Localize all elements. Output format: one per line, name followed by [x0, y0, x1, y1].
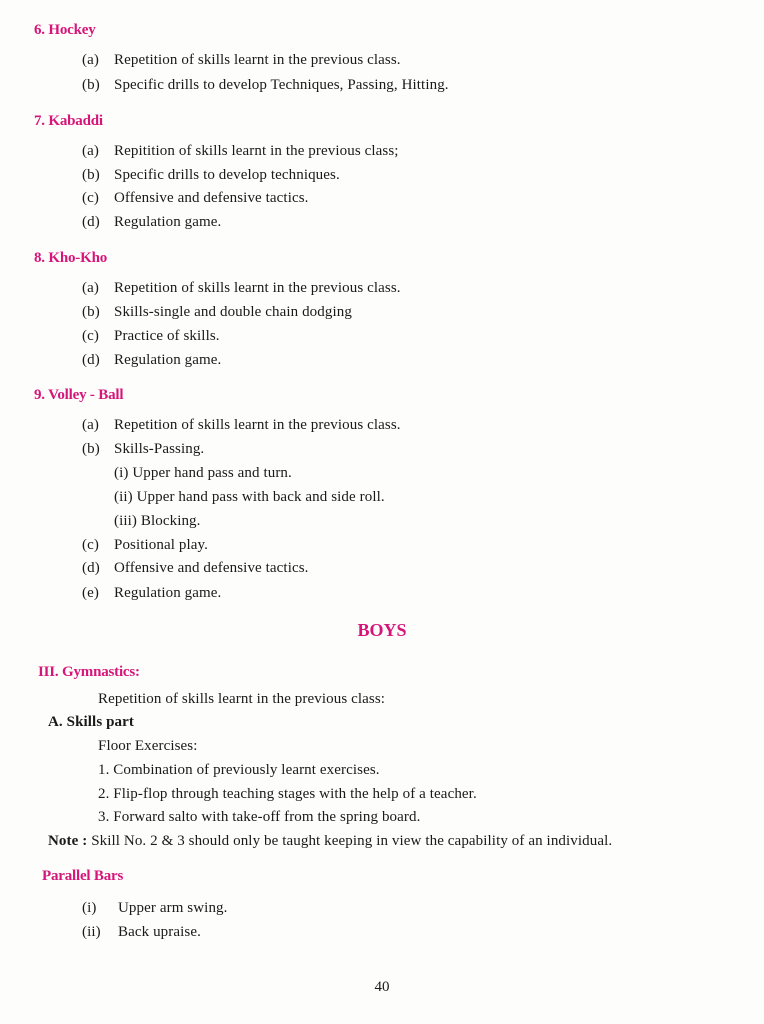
- list-item: (b) Specific drills to develop techniques.: [82, 167, 340, 183]
- list-item: (c) Positional play.: [82, 537, 208, 553]
- section-heading-volley-ball: 9. Volley - Ball: [34, 387, 124, 403]
- parallel-bars-heading: Parallel Bars: [42, 868, 124, 884]
- list-item: (ii) Upper hand pass with back and side roll.: [114, 489, 385, 505]
- list-item: (ii) Back upraise.: [82, 924, 201, 940]
- floor-exercises-title: Floor Exercises:: [98, 738, 198, 754]
- boys-heading: BOYS: [357, 620, 407, 640]
- section-heading-kabaddi: 7. Kabaddi: [34, 113, 103, 129]
- list-item: (iii) Blocking.: [114, 513, 201, 529]
- list-item: (d) Offensive and defensive tactics.: [82, 560, 309, 576]
- list-item: 2. Flip-flop through teaching stages with the help of a teacher.: [98, 786, 477, 802]
- list-item: (a) Repitition of skills learnt in the previous class;: [82, 143, 399, 159]
- list-item: (d) Regulation game.: [82, 214, 222, 230]
- list-item: (e) Regulation game.: [82, 585, 222, 601]
- note-label: Note :: [48, 833, 88, 849]
- list-item: 3. Forward salto with take-off from the spring board.: [98, 809, 421, 825]
- list-item: (b) Specific drills to develop Techniques, Passing, Hitting.: [82, 77, 449, 93]
- page-number: 40: [374, 979, 390, 995]
- note-text: Skill No. 2 & 3 should only be taught keeping in view the capability of an individual.: [91, 833, 613, 849]
- gymnastics-intro: Repetition of skills learnt in the previous class:: [98, 691, 386, 707]
- list-item: (b) Skills-single and double chain dodging: [82, 304, 352, 320]
- list-item: (i) Upper hand pass and turn.: [114, 465, 292, 481]
- list-item: (a) Repetition of skills learnt in the previous class.: [82, 417, 401, 433]
- section-heading-kho-kho: 8. Kho-Kho: [34, 250, 108, 266]
- list-item: (a) Repetition of skills learnt in the previous class.: [82, 280, 401, 296]
- list-item: (i) Upper arm swing.: [82, 900, 228, 916]
- gymnastics-heading: III. Gymnastics:: [38, 664, 140, 680]
- list-item: (c) Practice of skills.: [82, 328, 220, 344]
- list-item: (d) Regulation game.: [82, 352, 222, 368]
- note: [48, 833, 612, 850]
- list-item: (b) Skills-Passing.: [82, 441, 205, 457]
- list-item: 1. Combination of previously learnt exercises.: [98, 762, 380, 778]
- section-heading-hockey: 6. Hockey: [34, 22, 96, 38]
- list-item: (a) Repetition of skills learnt in the previous class.: [82, 52, 401, 68]
- list-item: (c) Offensive and defensive tactics.: [82, 190, 309, 206]
- skills-part-heading: A. Skills part: [48, 714, 135, 730]
